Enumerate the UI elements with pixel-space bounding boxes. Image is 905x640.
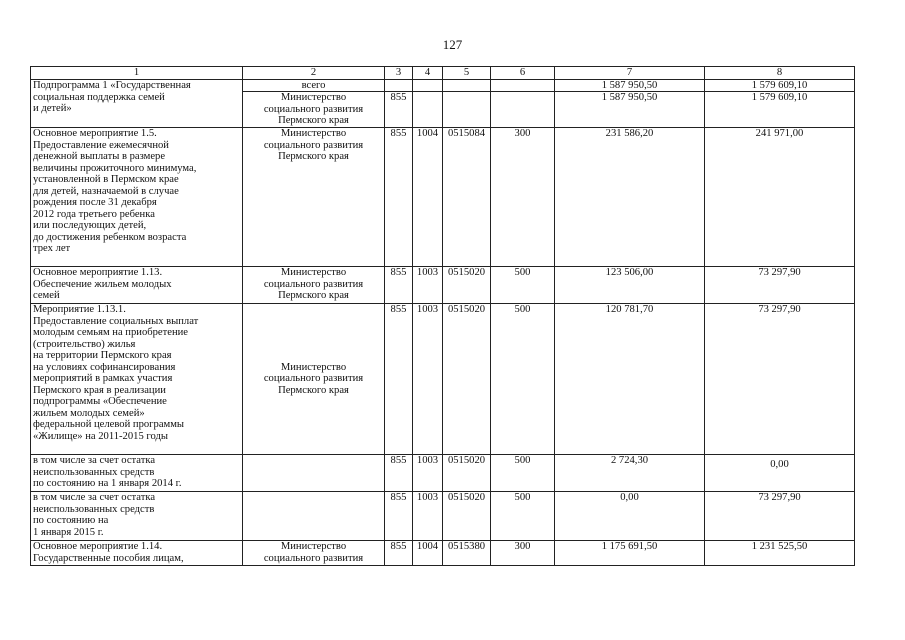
cell-c3 (385, 80, 413, 92)
cell-c3: 855 (385, 304, 413, 455)
table-row (31, 267, 855, 304)
cell-c8: 1 579 609,10 (705, 80, 855, 92)
cell-c4 (413, 80, 443, 92)
cell-c7: 2 724,30 (555, 455, 705, 492)
cell-c8: 1 579 609,10 (705, 92, 855, 128)
cell-c3: 855 (385, 455, 413, 492)
budget-table (30, 66, 855, 566)
row-name: Основное мероприятие 1.13. Обеспечение жильем молодых семей (31, 267, 243, 304)
page-number: 127 (442, 37, 463, 52)
cell-c8: 241 971,00 (705, 128, 855, 267)
cell-c5: 0515020 (443, 455, 491, 492)
row-name: Основное мероприятие 1.14. Государственные пособия лицам, (31, 541, 243, 566)
row-executor: Министерство социального развития Пермского края (243, 128, 385, 267)
cell-c8: 73 297,90 (705, 267, 855, 304)
cell-c6: 300 (491, 128, 555, 267)
cell-c7: 120 781,70 (555, 304, 705, 455)
cell-c7: 123 506,00 (555, 267, 705, 304)
cell-c6 (491, 92, 555, 128)
cell-c5: 0515084 (443, 128, 491, 267)
cell-c4: 1003 (413, 492, 443, 541)
cell-c7: 1 587 950,50 (555, 92, 705, 128)
cell-c4: 1003 (413, 267, 443, 304)
cell-c6: 500 (491, 455, 555, 492)
cell-c6: 300 (491, 541, 555, 566)
header-col-8: 8 (705, 67, 855, 80)
row-name: в том числе за счет остатка неиспользованных средств по состоянию на 1 января 2015 г. (31, 492, 243, 541)
cell-c4 (413, 92, 443, 128)
row-name: Подпрограмма 1 «Государственная социальная поддержка семей и детей» (31, 80, 243, 128)
row-executor: всего (243, 80, 385, 92)
row-executor (243, 492, 385, 541)
cell-c5: 0515020 (443, 304, 491, 455)
cell-c3: 855 (385, 128, 413, 267)
cell-c8: 0,00 (705, 455, 855, 492)
cell-c5: 0515020 (443, 267, 491, 304)
header-col-3: 3 (385, 67, 413, 80)
cell-c4: 1004 (413, 128, 443, 267)
cell-c3: 855 (385, 92, 413, 128)
cell-c6: 500 (491, 304, 555, 455)
header-col-4: 4 (413, 67, 443, 80)
header-col-2: 2 (243, 67, 385, 80)
table-row (31, 80, 855, 92)
row-executor: Министерство социального развития Пермского края (243, 92, 385, 128)
row-name: Основное мероприятие 1.5. Предоставление ежемесячной денежной выплаты в размере величины прожиточного минимума, установленной в Пермском крае для детей, назначаемой в случае рождения после 31 декабря 2012 года третьего ребенка или последующих детей, до достижения ребенком возраста трех лет (31, 128, 243, 267)
cell-c6 (491, 80, 555, 92)
cell-c5: 0515380 (443, 541, 491, 566)
cell-c6: 500 (491, 267, 555, 304)
table-row (31, 541, 855, 566)
cell-c5: 0515020 (443, 492, 491, 541)
row-executor: Министерство социального развития (243, 541, 385, 566)
cell-c7: 0,00 (555, 492, 705, 541)
cell-c4: 1003 (413, 304, 443, 455)
cell-c4: 1004 (413, 541, 443, 566)
cell-c3: 855 (385, 267, 413, 304)
cell-c6: 500 (491, 492, 555, 541)
table-row (31, 455, 855, 492)
cell-c7: 1 587 950,50 (555, 80, 705, 92)
cell-c8: 73 297,90 (705, 304, 855, 455)
cell-c3: 855 (385, 541, 413, 566)
header-col-5: 5 (443, 67, 491, 80)
header-row (31, 67, 855, 80)
header-col-7: 7 (555, 67, 705, 80)
cell-c5 (443, 80, 491, 92)
cell-c4: 1003 (413, 455, 443, 492)
cell-c3: 855 (385, 492, 413, 541)
cell-c8: 1 231 525,50 (705, 541, 855, 566)
row-name: Мероприятие 1.13.1. Предоставление социальных выплат молодым семьям на приобретение (строительство) жилья на территории Пермского края на условиях софинансирования мероприятий в рамках участия Пермского края в реализации подпрограммы «Обеспечение жильем молодых семей» федеральной целевой программы «Жилище» на 2011-2015 годы (31, 304, 243, 455)
row-executor (243, 455, 385, 492)
row-executor: Министерство социального развития Пермского края (243, 304, 385, 455)
table-row (31, 304, 855, 455)
cell-c7: 231 586,20 (555, 128, 705, 267)
header-col-6: 6 (491, 67, 555, 80)
table-row (31, 492, 855, 541)
row-executor: Министерство социального развития Пермского края (243, 267, 385, 304)
cell-c8: 73 297,90 (705, 492, 855, 541)
table-row (31, 128, 855, 267)
row-name: в том числе за счет остатка неиспользованных средств по состоянию на 1 января 2014 г. (31, 455, 243, 492)
cell-c7: 1 175 691,50 (555, 541, 705, 566)
header-col-1: 1 (31, 67, 243, 80)
cell-c5 (443, 92, 491, 128)
